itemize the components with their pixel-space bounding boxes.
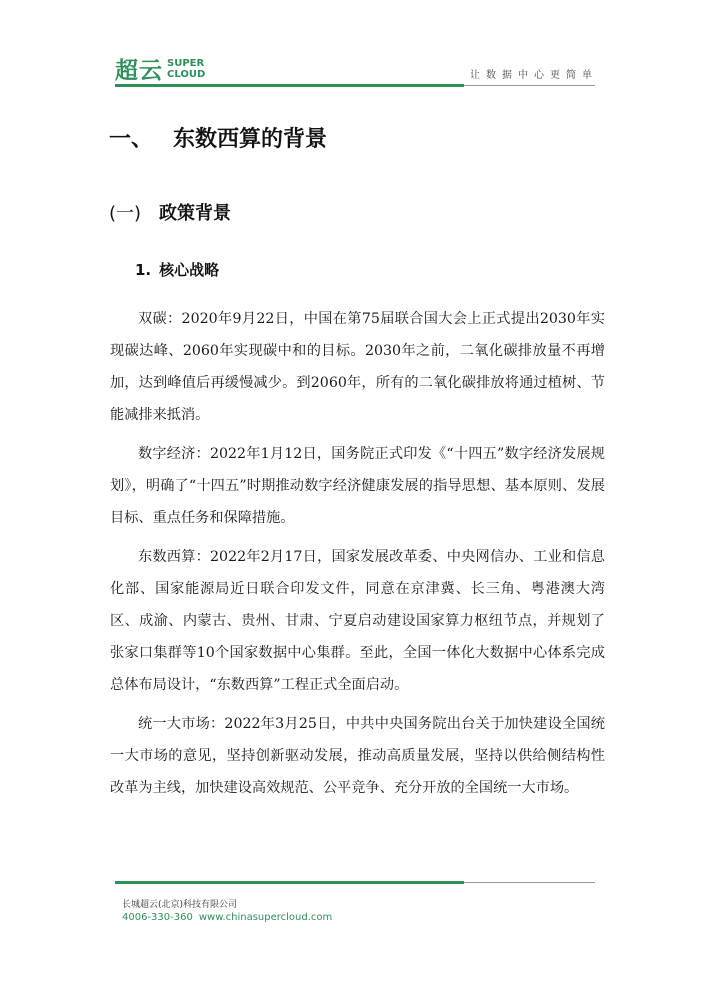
body-text	[110, 303, 605, 811]
footer-rule-green	[115, 881, 464, 884]
heading1-text: 东数西算的背景	[173, 127, 328, 152]
heading3-number: 1.	[135, 261, 152, 279]
paragraph-east-data-west-compute: 东数西算：2022年2月17日，国家发展改革委、中央网信办、工业和信息化部、国家能源局近日联合印发文件，同意在京津冀、长三角、粤港澳大湾区、成渝、内蒙古、贵州、甘肃、宁夏启动建设国家算力枢纽节点，并规划了张家口集群等10个国家数据中心集群。至此，全国一体化大数据中心体系完成总体布局设计，“东数西算”工程正式全面启动。	[110, 549, 605, 693]
logo-en-line2: CLOUD	[167, 68, 206, 80]
paragraph-digital-economy: 数字经济：2022年1月12日，国务院正式印发《“十四五”数字经济发展规划》，明确了“十四五”时期推动数字经济健康发展的指导思想、基本原则、发展目标、重点任务和保障措施。	[110, 446, 605, 526]
footer-phone: 4006-330-360	[122, 912, 193, 923]
paragraph-unified-market: 统一大市场：2022年3月25日，中共中央国务院出台关于加快建设全国统一大市场的意见，坚持创新驱动发展，推动高质量发展，坚持以供给侧结构性改革为主线，加快建设高效规范、公平竞争、充分开放的全国统一大市场。	[110, 716, 605, 796]
header-rule-green	[115, 84, 464, 87]
section-heading-3	[135, 259, 219, 280]
logo-cn-text: 超云	[115, 58, 163, 84]
logo-en-line1: SUPER	[167, 57, 205, 69]
footer-website: www.chinasupercloud.com	[198, 912, 333, 923]
header-slogan: 让数据中心更简单	[470, 70, 598, 81]
supercloud-logo	[115, 52, 205, 85]
footer-company: 长城超云(北京)科技有限公司	[122, 900, 238, 910]
paragraph-dual-carbon: 双碳：2020年9月22日，中国在第75届联合国大会上正式提出2030年实现碳达峰、2060年实现碳中和的目标。2030年之前，二氧化碳排放量不再增加，达到峰值后再缓慢减少。到2060年，所有的二氧化碳排放将通过植树、节能减排来抵消。	[110, 311, 605, 423]
heading2-text: 政策背景	[159, 203, 232, 224]
heading3-text: 核心战略	[159, 261, 220, 279]
footer-rule-gray	[464, 882, 595, 883]
logo-en-text	[167, 58, 205, 80]
footer-contact	[122, 912, 332, 923]
heading2-number: (一)	[109, 203, 142, 224]
section-heading-2	[109, 199, 231, 225]
section-heading-1	[109, 122, 327, 153]
page-header	[0, 0, 710, 100]
heading1-number: 一、	[109, 127, 154, 152]
header-rule-gray	[464, 85, 595, 86]
